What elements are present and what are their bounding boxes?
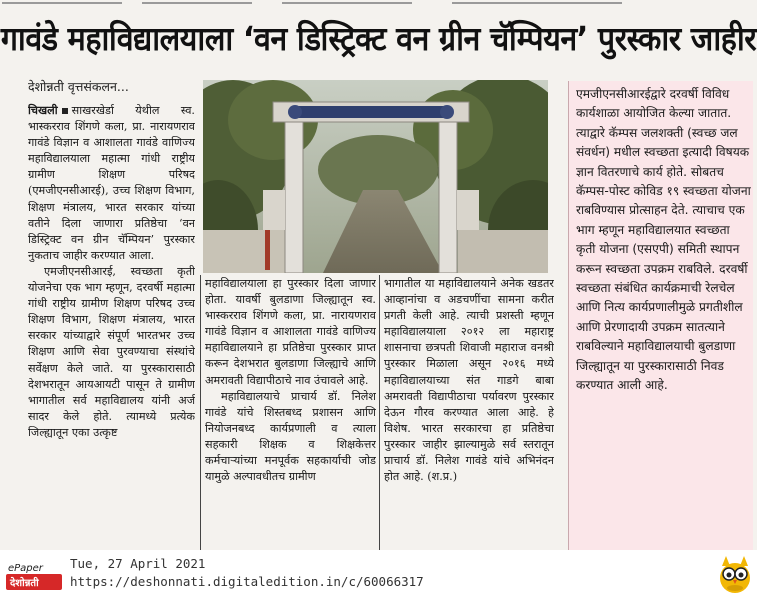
column-2-para-1: महाविद्यालयाला हा पुरस्कार दिला जाणार होता. यावर्षी बुलडाणा जिल्ह्यातून स्व. भास्करराव शिंगणे कला, प्रा. नारायणराव गावंडे विज्ञान व आशालता गावंडे वाणिज्य महाविद्यालयाने हा प्रतिष्ठेचा पुरस्कार प्राप्त करून देशभरात बुलडाणा जिल्ह्याचे आणि अमरावती विद्यापीठाचे नाव उंचावले आहे. xyxy=(205,277,376,387)
column-separator xyxy=(200,275,201,550)
logo-epaper-text: ePaper xyxy=(8,563,43,574)
column-3 xyxy=(384,276,554,550)
column-2 xyxy=(205,276,376,550)
epaper-logo xyxy=(6,558,62,592)
column-1 xyxy=(28,103,195,550)
edition-date: Tue, 27 April 2021 xyxy=(70,556,206,571)
column-1-para-2: एमजीएनसीआरई, स्वच्छता कृती योजनेचा एक भाग म्हणून, दरवर्षी महात्मा गांधी राष्ट्रीय ग्रामीण शिक्षण परिषद उच्च शिक्षण विभाग, शिक्षण मंत्रालय, भारत सरकार यांच्याद्वारे संपूर्ण भारतभर उच्च शिक्षण आणि सेवा पुरवण्याचा संस्थांचे सर्वेक्षण केले जाते. या पुरस्कारासाठी देशभरातून आयआयटी पासून ते ग्रामीण भागातील सर्व महाविद्यालय यांनी अर्ज सादर केले होते. त्यामध्ये प्रत्येक जिल्ह्यातून एका उत्कृष्ट xyxy=(28,264,195,439)
column-3-para-1: भागातील या महाविद्यालयाने अनेक खडतर आव्हानांचा व अडचणींचा सामना करीत प्रगती केली आहे. त्याची प्रशस्ती म्हणून महाविद्यालयाला २०१२ ला महाराष्ट्र शासनाचा छत्रपती शिवाजी महाराज वनश्री पुरस्कार मिळाला असून २०१६ मध्ये महाविद्यालयाच्या संत गाडगे बाबा अमरावती विद्यापीठाचा पर्यावरण पुरस्कार देऊन गौरव करण्यात आला आहे. हे विशेष. भारत सरकारचा हा प्रतिष्ठेचा पुरस्कार जाहीर झाल्यामुळे सर्व स्तरातून प्राचार्य डॉ. निलेश गावंडे यांचे अभिनंदन होत आहे. (श.प्र.) xyxy=(384,277,554,484)
headline-text: गावंडे महाविद्यालयाला ‘वन डिस्ट्रिक्ट वन ग्रीन चॅम्पियन’ पुरस्कार जाहीर xyxy=(0,18,757,58)
column-separator-2 xyxy=(379,275,380,550)
headline xyxy=(0,8,757,66)
column-1-lead xyxy=(28,103,195,264)
gate-photo-illustration xyxy=(203,80,548,273)
sidebar-text: एमजीएनसीआरईद्वारे दरवर्षी विविध कार्यशाळा आयोजित केल्या जातात. त्याद्वारे कॅम्पस जलशक्ती (स्वच्छ जल संवर्धन) मधील स्वच्छता इत्यादी विषयक ज्ञान वितरणाचे कार्य होते. सोबतच कॅम्पस-पोस्ट कोविड १९ स्वच्छता योजना राबविण्यास प्रोत्साहन देते. त्याचाच एक भाग म्हणून महाविद्यालयात स्वच्छता कृती योजना (एसएपी) समिती स्थापन करून स्वच्छता उपक्रम राबविले. दरवर्षी स्वच्छता संबंधित कार्यक्रमाची रेलचेल आणि नित्य कार्यप्रणालीमुळे प्रगतीशील आणि प्रेरणादायी उपक्रम सातत्याने राबविल्याने महाविद्यालयाची बुलडाणा जिल्ह्यातून या पुरस्कारासाठी निवड करण्यात आली आहे. xyxy=(576,87,751,393)
byline: देशोन्नती वृत्तसंकलन... xyxy=(28,79,129,94)
owl-mascot-icon xyxy=(716,554,754,594)
dateline-square xyxy=(62,108,68,114)
edition-url[interactable]: https://deshonnati.digitaledition.in/c/60066317 xyxy=(70,574,424,589)
footer xyxy=(0,550,757,596)
college-gate-photo xyxy=(203,80,548,273)
dateline-place: चिखली xyxy=(28,104,58,117)
column-2-para-2: महाविद्यालयाचे प्राचार्य डॉ. निलेश गावंडे यांचे शिस्तबध्द प्रशासन आणि नियोजनबध्द कार्यप्रणाली व त्याला सहकारी शिक्षक व शिक्षकेत्तर कर्मचाऱ्यांच्या मनपूर्वक सहकार्याची जोड यामुळे अल्पावधीतच ग्रामीण xyxy=(205,389,376,484)
sidebar-box xyxy=(568,81,753,552)
logo-brand-text: देशोन्नती xyxy=(10,578,39,589)
top-rule xyxy=(0,2,757,6)
column-1-lead-text: साखरखेर्डा येथील स्व. भास्करराव शिंगणे कला, प्रा. नारायणराव गावंडे विज्ञान व आशालता गावंडे वाणिज्य महाविद्यालयाला महात्मा गांधी राष्ट्रीय ग्रामीण शिक्षण परिषद (एमजीएनसीआरई), उच्च शिक्षण विभाग, शिक्षण मंत्रालय, भारत सरकार यांच्या वतीने दिला जाणारा प्रतिष्ठेचा ‘वन डिस्ट्रिक्ट वन ग्रीन चॅम्पियन’ पुरस्कार नुकताच जाहीर करण्यात आला. xyxy=(28,104,195,262)
